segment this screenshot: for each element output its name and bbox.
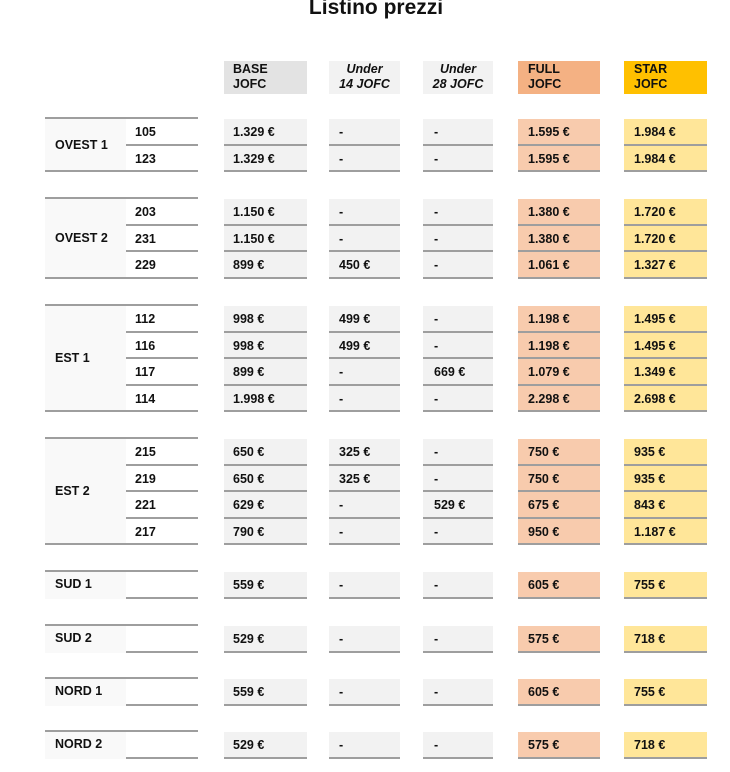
room-number-cell: 203 [126,199,198,226]
price-cell-u28: - [423,466,493,493]
price-cell-star: 2.698 € [624,386,707,413]
price-cell-base: 559 € [224,572,307,599]
price-cell-u14: - [329,359,400,386]
price-cell-base: 790 € [224,519,307,546]
price-cell-full: 675 € [518,492,600,519]
price-cell-base: 1.150 € [224,226,307,253]
section-name: SUD 1 [55,577,92,592]
price-cell-u28: 529 € [423,492,493,519]
room-number-cell: 105 [126,119,198,146]
price-cell-u28: - [423,679,493,706]
price-cell-base: 650 € [224,439,307,466]
price-cell-u14: - [329,146,400,173]
price-cell-u14: - [329,199,400,226]
price-cell-full: 750 € [518,466,600,493]
header-star-line2: JOFC [634,77,668,91]
price-cell-star: 1.327 € [624,252,707,279]
room-number-cell: 117 [126,359,198,386]
header-under28-line1: Under [439,62,477,76]
section-name: EST 1 [55,351,90,366]
room-number-cell: 217 [126,519,198,546]
price-cell-u14: - [329,226,400,253]
price-cell-full: 750 € [518,439,600,466]
room-number-cell [126,626,198,653]
room-number-cell: 112 [126,306,198,333]
price-cell-star: 843 € [624,492,707,519]
price-cell-u14: 325 € [329,439,400,466]
price-cell-base: 559 € [224,679,307,706]
price-cell-star: 1.720 € [624,226,707,253]
price-cell-u14: - [329,679,400,706]
price-cell-star: 1.495 € [624,333,707,360]
header-base [224,61,307,94]
price-cell-star: 718 € [624,732,707,759]
price-cell-star: 1.720 € [624,199,707,226]
price-cell-star: 935 € [624,439,707,466]
price-cell-u14: - [329,386,400,413]
price-cell-full: 1.595 € [518,146,600,173]
section-bottom-rule [45,277,126,279]
price-cell-full: 1.380 € [518,199,600,226]
price-cell-u14: 325 € [329,466,400,493]
price-cell-u14: - [329,626,400,653]
price-cell-star: 755 € [624,679,707,706]
price-cell-u28: - [423,252,493,279]
section-name: SUD 2 [55,631,92,646]
price-cell-full: 605 € [518,572,600,599]
price-cell-base: 899 € [224,252,307,279]
price-cell-u14: - [329,732,400,759]
price-cell-u14: 499 € [329,306,400,333]
price-cell-base: 629 € [224,492,307,519]
room-number-cell: 215 [126,439,198,466]
price-cell-full: 1.198 € [518,333,600,360]
price-cell-star: 1.984 € [624,146,707,173]
price-cell-u14: 450 € [329,252,400,279]
price-cell-full: 950 € [518,519,600,546]
room-number-cell [126,572,198,599]
price-cell-full: 1.079 € [518,359,600,386]
page-title: Listino prezzi [308,0,444,19]
header-base-line1: BASE [233,62,268,76]
room-number-cell [126,679,198,706]
price-cell-star: 935 € [624,466,707,493]
price-cell-full: 605 € [518,679,600,706]
price-cell-u28: - [423,199,493,226]
price-cell-full: 575 € [518,732,600,759]
room-number-cell: 221 [126,492,198,519]
header-under14-line2: 14 JOFC [339,77,390,91]
section-name: OVEST 1 [55,137,108,152]
price-cell-u28: - [423,333,493,360]
price-cell-u28: - [423,119,493,146]
room-number-cell: 114 [126,386,198,413]
price-cell-star: 718 € [624,626,707,653]
price-cell-full: 1.061 € [518,252,600,279]
header-full-line2: JOFC [528,77,562,91]
room-number-cell [126,732,198,759]
price-cell-base: 998 € [224,306,307,333]
room-number-cell: 116 [126,333,198,360]
price-cell-star: 755 € [624,572,707,599]
price-cell-full: 575 € [518,626,600,653]
price-cell-base: 1.998 € [224,386,307,413]
price-cell-base: 650 € [224,466,307,493]
price-cell-star: 1.349 € [624,359,707,386]
price-cell-u28: - [423,626,493,653]
price-cell-u28: - [423,439,493,466]
price-cell-u14: - [329,519,400,546]
section-name: OVEST 2 [55,230,108,245]
price-cell-u28: - [423,226,493,253]
price-cell-base: 1.150 € [224,199,307,226]
price-cell-full: 1.380 € [518,226,600,253]
header-under28-line2: 28 JOFC [432,77,484,91]
header-under28 [423,61,493,94]
price-cell-u28: - [423,572,493,599]
price-cell-u14: - [329,492,400,519]
price-cell-base: 998 € [224,333,307,360]
price-cell-full: 1.198 € [518,306,600,333]
price-cell-u14: 499 € [329,333,400,360]
price-cell-star: 1.984 € [624,119,707,146]
price-cell-base: 1.329 € [224,119,307,146]
header-base-line2: JOFC [233,77,267,91]
room-number-cell: 219 [126,466,198,493]
price-cell-full: 2.298 € [518,386,600,413]
price-cell-base: 529 € [224,732,307,759]
price-cell-u28: - [423,146,493,173]
price-cell-base: 899 € [224,359,307,386]
price-cell-u28: - [423,306,493,333]
price-cell-u28: - [423,519,493,546]
room-number-cell: 229 [126,252,198,279]
header-star [624,61,707,94]
price-cell-u14: - [329,572,400,599]
header-full-line1: FULL [528,62,560,76]
header-under14 [329,61,400,94]
section-bottom-rule [45,170,126,172]
price-cell-full: 1.595 € [518,119,600,146]
price-cell-u28: - [423,732,493,759]
section-bottom-rule [45,410,126,412]
header-under14-line1: Under [346,62,383,76]
price-cell-base: 1.329 € [224,146,307,173]
room-number-cell: 231 [126,226,198,253]
price-cell-star: 1.187 € [624,519,707,546]
price-cell-star: 1.495 € [624,306,707,333]
section-name: EST 2 [55,484,90,499]
section-name: NORD 2 [55,737,103,752]
price-cell-u28: 669 € [423,359,493,386]
price-cell-base: 529 € [224,626,307,653]
section-name: NORD 1 [55,684,103,699]
room-number-cell: 123 [126,146,198,173]
section-bottom-rule [45,543,126,545]
price-cell-u14: - [329,119,400,146]
header-star-line1: STAR [634,62,668,76]
price-cell-u28: - [423,386,493,413]
header-full [518,61,600,94]
